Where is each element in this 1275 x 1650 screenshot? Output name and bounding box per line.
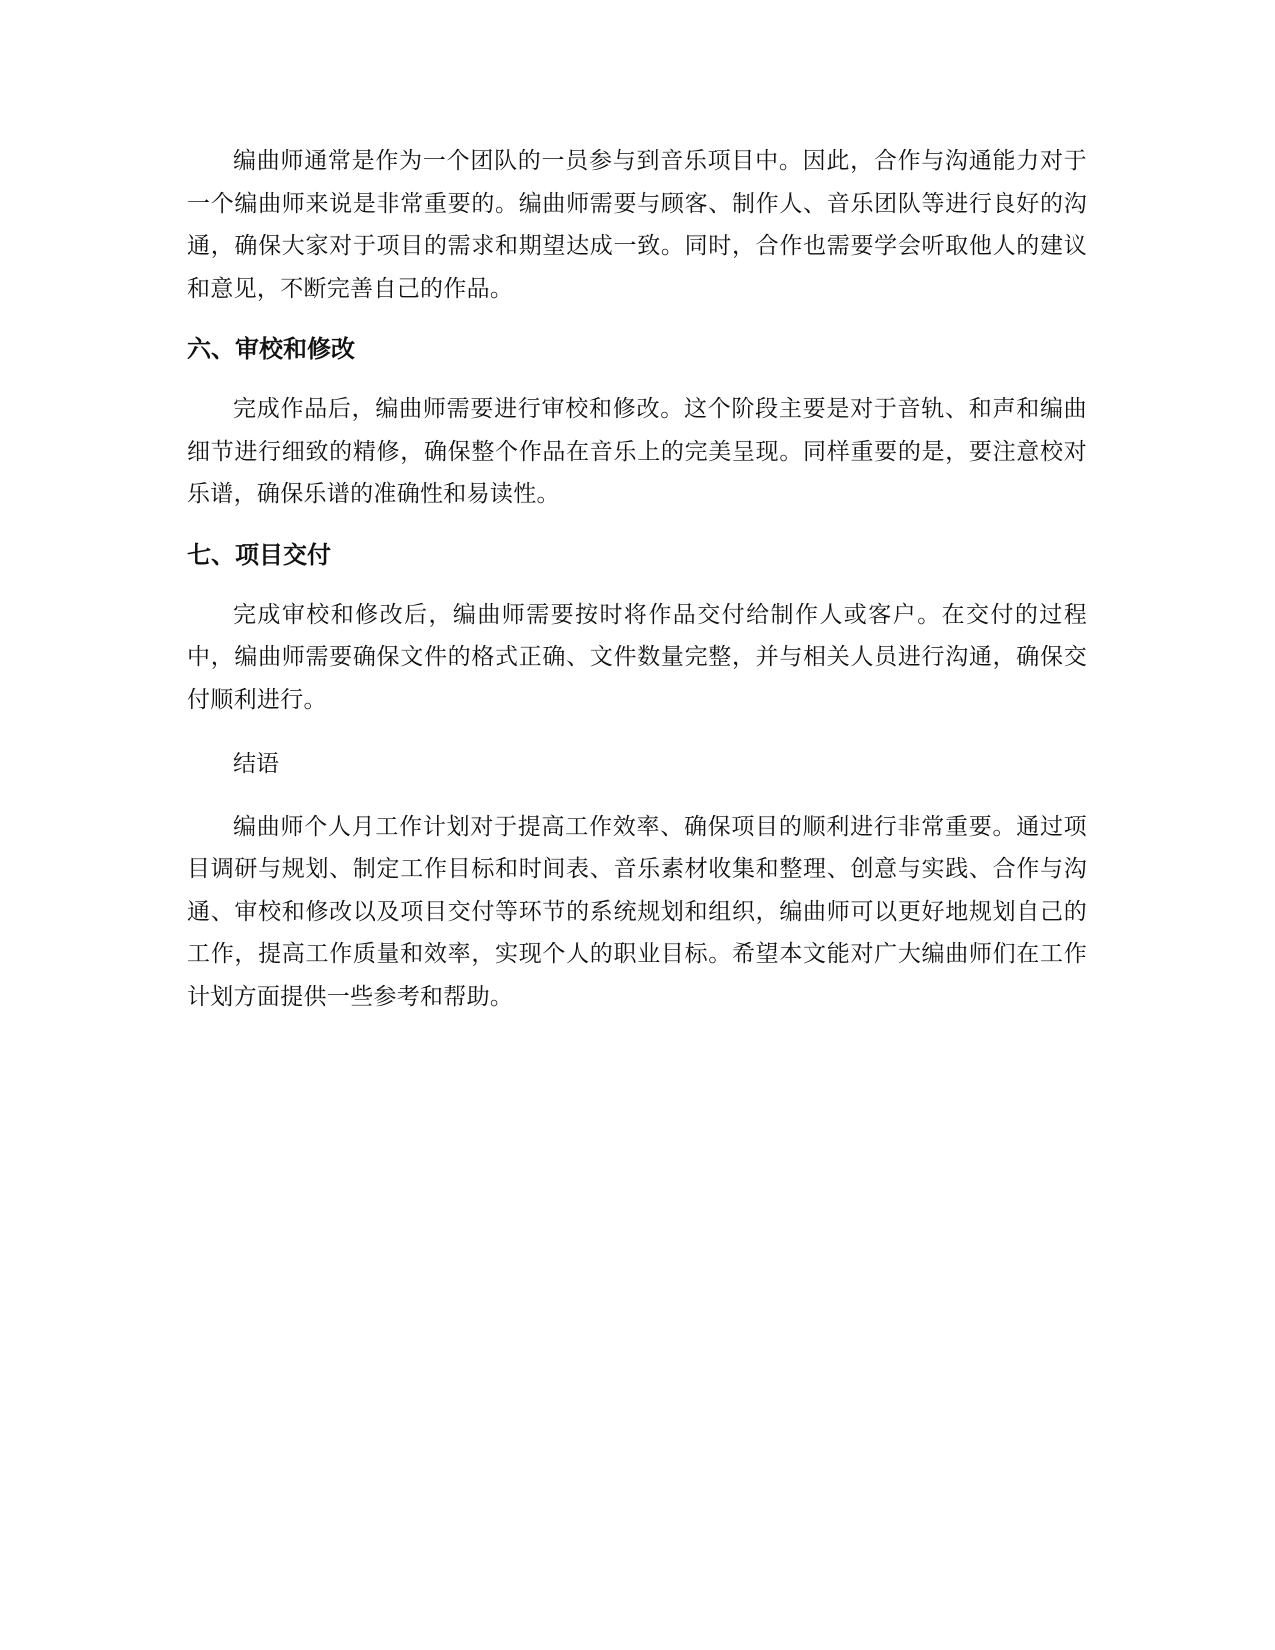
document-body [187, 140, 1087, 1040]
paragraph-delivery: 完成审校和修改后，编曲师需要按时将作品交付给制作人或客户。在交付的过程中，编曲师需要确保文件的格式正确、文件数量完整，并与相关人员进行沟通，确保交付顺利进行。 [187, 601, 1087, 713]
conclusion-label: 结语 [233, 751, 279, 777]
section-heading-review: 六、审校和修改 [187, 335, 355, 363]
paragraph-review: 完成作品后，编曲师需要进行审校和修改。这个阶段主要是对于音轨、和声和编曲细节进行细致的精修，确保整个作品在音乐上的完美呈现。同样重要的是，要注意校对乐谱，确保乐谱的准确性和易读性。 [187, 396, 1087, 507]
paragraph-collaboration: 编曲师通常是作为一个团队的一员参与到音乐项目中。因此，合作与沟通能力对于一个编曲师来说是非常重要的。编曲师需要与顾客、制作人、音乐团队等进行良好的沟通，确保大家对于项目的需求和期望达成一致。同时，合作也需要学会听取他人的建议和意见，不断完善自己的作品。 [187, 148, 1087, 302]
section-heading-delivery: 七、项目交付 [187, 540, 331, 569]
paragraph-conclusion: 编曲师个人月工作计划对于提高工作效率、确保项目的顺利进行非常重要。通过项目调研与规划、制定工作目标和时间表、音乐素材收集和整理、创意与实践、合作与沟通、审校和修改以及项目交付等环节的系统规划和组织，编曲师可以更好地规划自己的工作，提高工作质量和效率，实现个人的职业目标。希望本文能对广大编曲师们在工作计划方面提供一些参考和帮助。 [187, 813, 1087, 1010]
